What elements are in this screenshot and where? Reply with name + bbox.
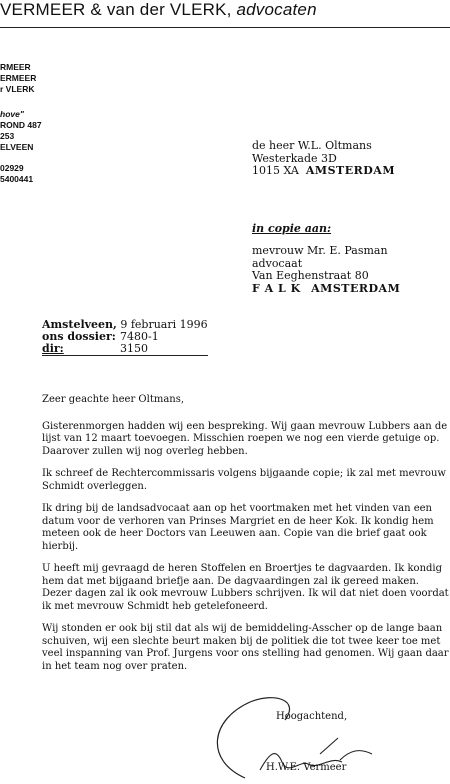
sidebar-address-line: ELVEEN — [0, 142, 34, 152]
signatory: H.W.E. Vermeer — [266, 762, 347, 773]
paragraph: Gisterenmorgen hadden wij een bespreking. Wij gaan mevrouw Lubbers aan de lijst van 12 maart toevoegen. Misschien roepen we nog een vierde getuige op. Daarover zullen wij nog overleg hebben. — [42, 420, 448, 457]
copy-street: Van Eeghenstraat 80 — [252, 269, 369, 282]
closing: Hoogachtend, — [276, 711, 348, 722]
sidebar-partner: RMEER — [0, 62, 31, 72]
date: 9 februari 1996 — [120, 318, 208, 331]
dossier-label: ons dossier: — [42, 330, 116, 343]
salutation: Zeer geachte heer Oltmans, — [42, 394, 185, 405]
paragraph: Ik dring bij de landsadvocaat aan op het voortmaken met het vinden van een datum voor de verhoren van Prinses Margriet en de heer Kok. Ik kondig hem meteen ook de heer Doctors van Leeuwen aan. Copie van die brief gaat ook hierbij. — [42, 503, 434, 552]
dossier-value: 7480-1 — [120, 330, 159, 343]
letter-meta — [42, 319, 208, 356]
recipient-name: de heer W.L. Oltmans — [252, 139, 372, 152]
firm-name: VERMEER & van der VLERK, — [0, 0, 237, 19]
paragraph: U heeft mij gevraagd de heren Stoffelen en Broertjes te dagvaarden. Ik kondig hem dat met bijgaand briefje aan. De dagvaardingen zal ik gereed maken. Dezer dagen zal ik ook mevrouw Lubbers schrijven. Ik wil dat niet doen voordat ik met mevrouw Schmidt heb getelefoneerd. — [42, 563, 449, 612]
copy-heading: in copie aan: — [252, 222, 332, 235]
letterhead — [0, 0, 450, 24]
sidebar-address-line: hove" — [0, 109, 24, 119]
copy-city: AMSTERDAM — [311, 281, 401, 295]
sidebar-partners — [0, 62, 36, 95]
recipient-postcode: 1015 XA — [252, 164, 299, 177]
copy-block — [252, 245, 400, 295]
copy-role: advocaat — [252, 256, 303, 270]
letterhead-rule — [0, 27, 450, 28]
paragraph: Ik schreef de Rechtercommissaris volgens bijgaande copie; ik zal met mevrouw Schmidt overleggen. — [42, 468, 446, 492]
place: Amstelveen, — [42, 318, 117, 331]
firm-descriptor: advocaten — [236, 0, 317, 19]
sidebar-partner: ERMEER — [0, 73, 37, 83]
dir-label: dir: — [42, 342, 64, 355]
sidebar-phone: 02929 — [0, 163, 24, 173]
signature-stroke — [320, 738, 372, 760]
sidebar-phone: 5400441 — [0, 174, 34, 184]
dir-value: 3150 — [120, 342, 148, 355]
recipient-street: Westerkade 3D — [252, 151, 337, 165]
copy-firm: F A L K — [252, 281, 301, 295]
recipient-block — [252, 140, 395, 178]
paragraph: Wij stonden er ook bij stil dat als wij de bemiddeling-Asscher op de lange baan schuiven, wij een slechte beurt maken bij de politiek die tot twee keer toe met veel inspanning van Prof. Jurgens voor ons stelling had genomen. Wij gaan daar in het team nog over praten. — [42, 623, 449, 672]
copy-name: mevrouw Mr. E. Pasman — [252, 244, 388, 257]
recipient-city: AMSTERDAM — [305, 164, 395, 177]
sidebar-address-line: 253 — [0, 131, 15, 141]
sidebar-phones — [0, 163, 33, 185]
sidebar-partner: r VLERK — [0, 84, 35, 94]
letter-body — [42, 394, 450, 683]
sidebar-address-line: ROND 487 — [0, 120, 42, 130]
sidebar-address — [0, 109, 42, 153]
